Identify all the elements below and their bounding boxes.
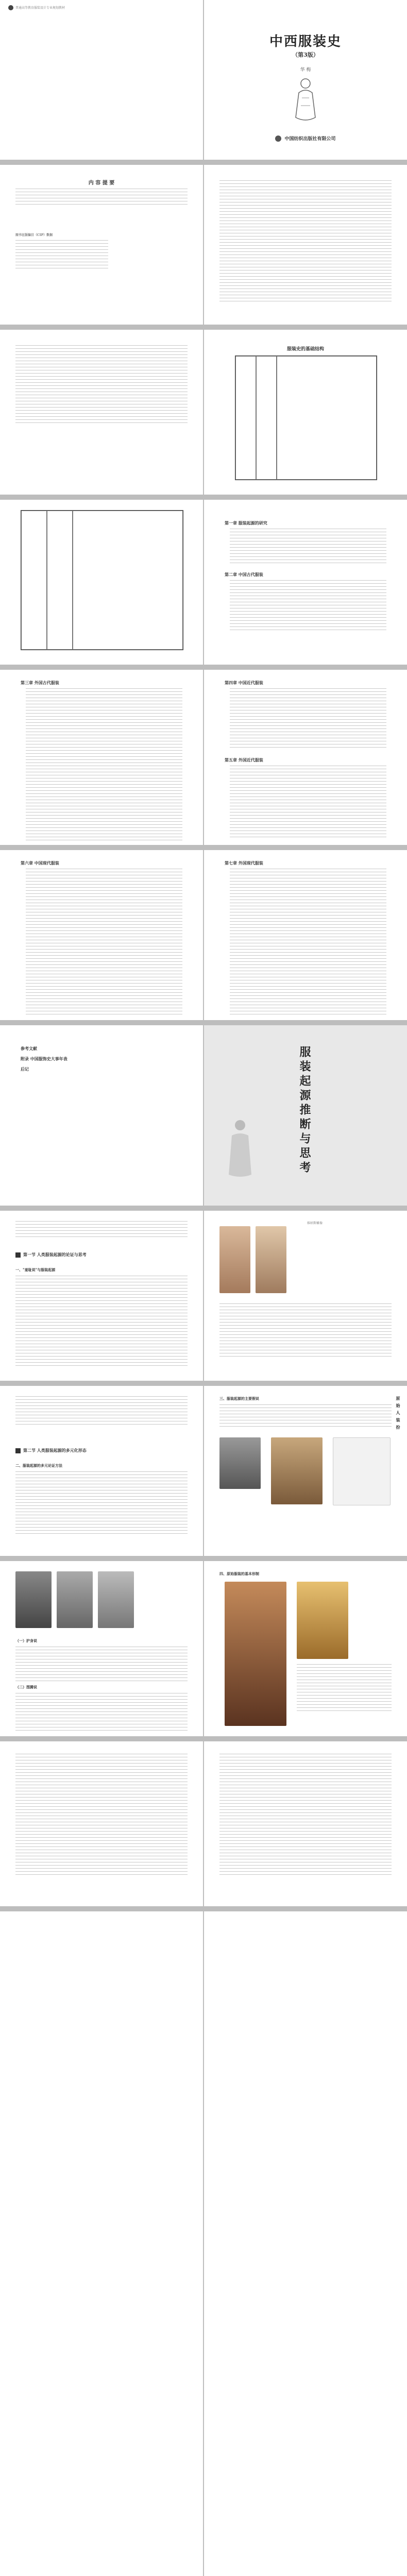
page-toc-4 [0,850,203,1020]
toc-entries-7 [230,869,386,1017]
page-chapter1-images [204,1211,407,1381]
page-chapter1-c-images [204,1561,407,1736]
costume-statue-icon [225,1118,256,1180]
toc-entries-2 [230,580,386,633]
toc-chapter-1[interactable]: 第一章 服装起源的研究 [225,520,267,526]
page-text-b-right [204,1911,407,2576]
ch1-section2: 第二节 人类服装起源的多元化形态 [15,1448,87,1453]
structure-text [15,345,188,426]
ch1-intro-text [15,1221,188,1240]
toc-chapter-5[interactable]: 第五章 外国近代服装 [225,757,263,762]
page-toc-2 [0,670,203,845]
page-text-a-right [204,1741,407,1906]
page-chapter1-b [0,1386,203,1556]
figure-figurine-1 [15,1571,52,1628]
ch1-sub-d: 四、原始服装的基本形制 [219,1571,259,1576]
ch1-list-1: （一）护身说 [15,1638,37,1643]
figure-stone-head-image [219,1437,261,1489]
figure-statue-image [256,1226,286,1293]
cip-text [15,240,108,271]
spread-cover [0,0,407,160]
ch1-figure-a-label: 维纳斯雕像 [307,1222,323,1225]
toc-chapter-7[interactable]: 第七章 外国现代服装 [225,860,263,866]
table-col-1 [235,356,256,480]
page-blank-left [0,0,203,160]
page-toc-extras [0,1025,203,1206]
part1-title: 服装起源推断与思考 [298,1046,311,1176]
ch1-section1: 第一节 人类服装起源的论证与思考 [15,1252,87,1258]
toc-entries-3 [26,688,182,843]
table-col-3 [277,356,377,480]
toc-chapter-6[interactable]: 第六章 中国现代服装 [21,860,59,866]
ch1c-text [15,1647,188,1684]
figure-sketches-image [333,1437,391,1505]
preface-text [219,180,392,304]
publisher-row [204,135,407,142]
toc-extra-2[interactable]: 附录 中国服饰史大事年表 [21,1056,67,1061]
figure-venus-image [219,1226,250,1293]
spread-chapter1 [0,1211,407,1381]
table2-col-1 [21,511,47,650]
page-structure-table [204,330,407,495]
ch1c-right-text [297,1664,392,1714]
page-toc-1 [204,500,407,665]
table2-col-3 [73,511,183,650]
spread-chapter1-b [0,1386,407,1556]
toc-extra-1[interactable]: 参考文献 [21,1046,37,1051]
page-structure-text [0,330,203,495]
section-marker-icon [15,1252,21,1258]
ch1b-text-1 [15,1396,188,1427]
spread-text-a [0,1741,407,1906]
cover-edition: （第3版） [292,52,319,58]
figure-warrior-image [271,1437,323,1504]
costume-figure-icon [293,77,318,124]
ch1-sub-a: 一、"羞耻说"与服装起源 [15,1267,56,1272]
text-a-right [219,1754,392,1877]
spread-structure-2 [0,500,407,665]
series-logo-icon [8,5,13,10]
ch1-sub-c: 三、服装起源的主要假说 [219,1396,259,1401]
toc-entries-6 [26,869,182,1017]
page-part-title [204,1025,407,1206]
publisher-logo-icon [275,135,281,142]
spread-toc [0,670,407,845]
table-col-2 [256,356,277,480]
ch1b-right-text [219,1404,392,1429]
series-title: 普通高等教育服装设计专业规划教材 [15,6,65,10]
ch1-list-2: （二）图腾说 [15,1685,37,1689]
spread-text-b [0,1911,407,2576]
structure-table [235,355,377,480]
ch1-side-label: 原始人装扮 [396,1396,401,1432]
spread-part-title [0,1025,407,1206]
cip-heading: 图书在版编目（CIP）数据 [15,233,53,237]
figure-figurine-2 [57,1571,93,1628]
series-header [8,5,65,10]
toc-entries-1 [230,529,386,566]
page-chapter1-c [0,1561,203,1736]
publisher-name: 中国纺织出版社有限公司 [284,137,336,142]
page-toc-5 [204,850,407,1020]
ch1c-text-2 [15,1693,188,1733]
figure-figurine-3 [98,1571,134,1628]
ch1b-text-2 [15,1471,188,1536]
toc-entries-4 [230,688,386,750]
toc-chapter-3[interactable]: 第三章 外国古代服装 [21,680,59,685]
toc-extra-3[interactable]: 后记 [21,1066,29,1072]
structure-table-2 [21,510,183,650]
structure-heading: 服装史的基础结构 [286,347,324,352]
page-text-b-left [0,1911,203,2576]
abstract-text [15,189,188,207]
page-structure-table-2 [0,500,203,665]
section-marker-icon-2 [15,1448,21,1453]
table2-col-2 [47,511,73,650]
page-chapter1-text [0,1211,203,1381]
cover-author: 华 梅 [300,67,311,73]
toc-chapter-2[interactable]: 第二章 中国古代服装 [225,572,263,577]
text-a-left [15,1754,188,1877]
spread-toc-2 [0,850,407,1020]
page-toc-3 [204,670,407,845]
abstract-heading: 内 容 提 要 [88,180,115,186]
figure-gold-costume [297,1582,348,1659]
page-chapter1-b-images [204,1386,407,1556]
cover-title: 中西服装史 [269,34,342,49]
ch1-sub-b: 二、服装起源的多元论证方法 [15,1463,62,1468]
toc-entries-5 [230,766,386,840]
spread-chapter1-c [0,1561,407,1736]
spread-copyright [0,165,407,325]
ch1-right-text [219,1303,392,1359]
spread-structure [0,330,407,495]
page-copyright [0,165,203,325]
page-text-a-left [0,1741,203,1906]
figure-crowned-statue [225,1582,286,1726]
page-preface [204,165,407,325]
toc-chapter-4[interactable]: 第四章 中国近代服装 [225,680,263,685]
page-cover [204,0,407,160]
ch1-body-text [15,1276,188,1368]
